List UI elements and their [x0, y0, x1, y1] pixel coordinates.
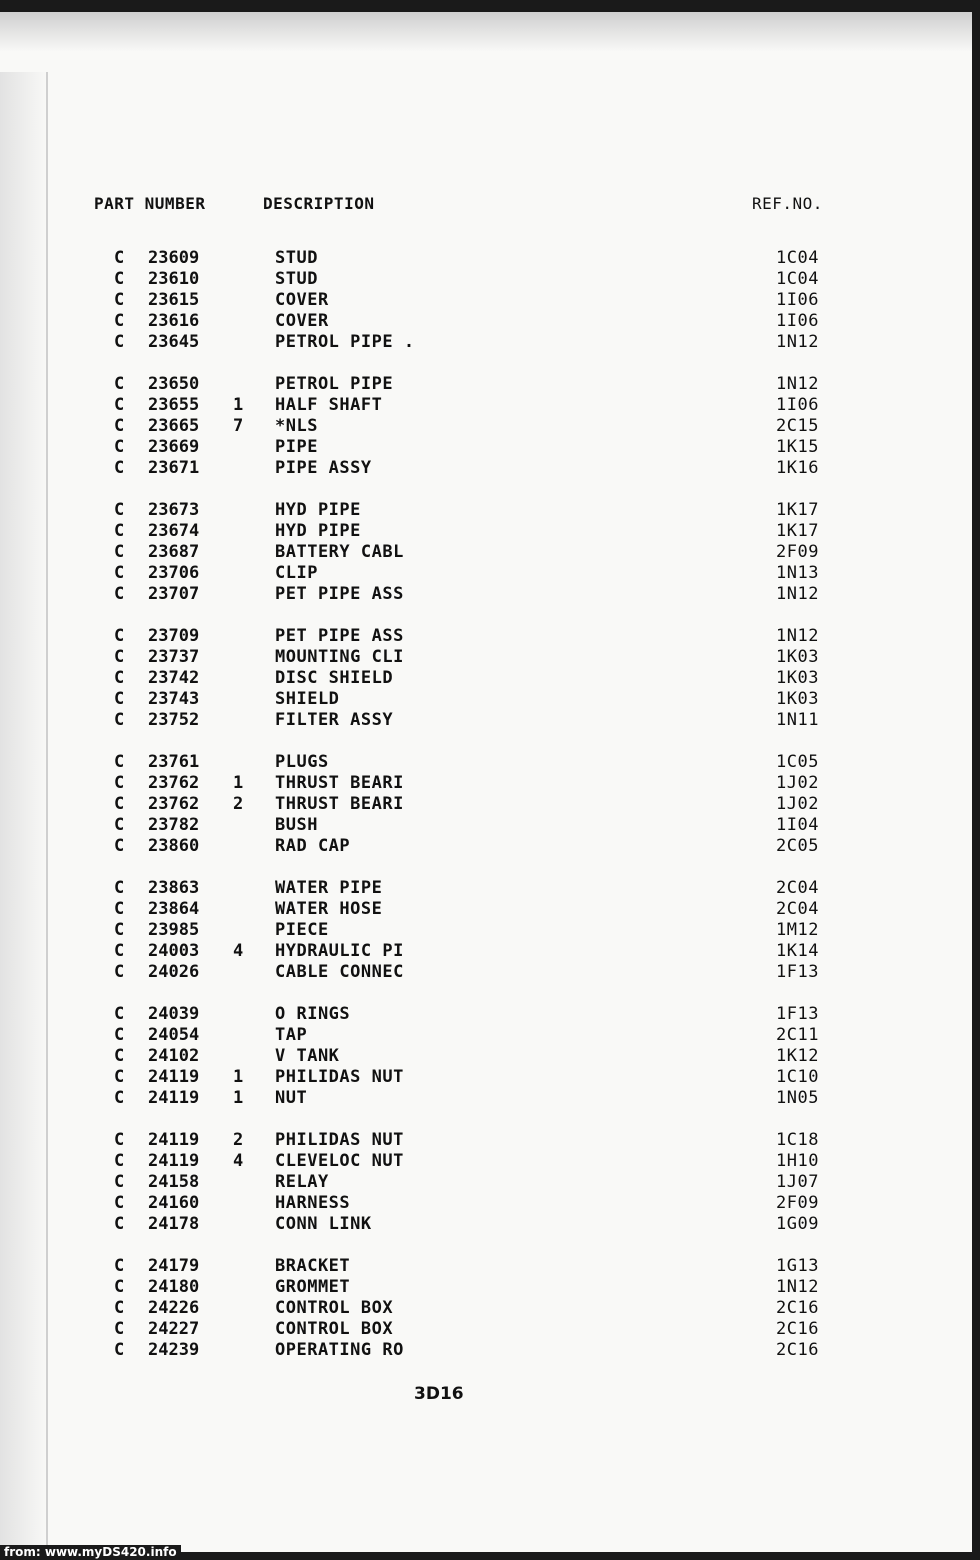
row-code: C — [114, 1256, 125, 1276]
row-code: C — [114, 815, 125, 836]
table-row — [0, 374, 972, 395]
row-part-number: 24102 — [148, 1046, 200, 1067]
row-part-number: 23706 — [148, 563, 200, 584]
row-ref-no: 1K17 — [776, 500, 819, 520]
row-part-number: 24119 — [148, 1067, 200, 1088]
row-part-number: 24039 — [148, 1004, 200, 1024]
row-code: C — [114, 248, 125, 268]
row-ref-no: 1K03 — [776, 689, 819, 710]
row-part-number: 23761 — [148, 752, 200, 772]
table-row — [0, 647, 972, 668]
table-row — [0, 815, 972, 836]
row-ref-no: 1K03 — [776, 668, 819, 689]
row-description: THRUST BEARI — [275, 794, 404, 815]
row-part-number: 23669 — [148, 437, 200, 458]
row-description: BATTERY CABL — [275, 542, 404, 563]
row-code: C — [114, 626, 125, 646]
table-row — [0, 1151, 972, 1172]
table-row — [0, 416, 972, 437]
row-part-number: 24226 — [148, 1298, 200, 1319]
row-part-number: 23609 — [148, 248, 200, 268]
row-ref-no: 1N12 — [776, 374, 819, 394]
row-code: C — [114, 794, 125, 815]
row-description: WATER HOSE — [275, 899, 383, 920]
row-code: C — [114, 689, 125, 710]
row-code: C — [114, 710, 125, 731]
row-description: SHIELD — [275, 689, 340, 710]
row-description: CLIP — [275, 563, 318, 584]
row-part-number: 23674 — [148, 521, 200, 542]
row-ref-no: 2C16 — [776, 1319, 819, 1340]
row-description: PHILIDAS NUT — [275, 1067, 404, 1088]
source-watermark: from: www.myDS420.info — [0, 1545, 181, 1559]
table-row — [0, 1340, 972, 1361]
table-row — [0, 752, 972, 773]
row-description: RAD CAP — [275, 836, 351, 857]
row-code: C — [114, 458, 125, 479]
row-part-number: 23863 — [148, 878, 200, 898]
row-part-number: 23709 — [148, 626, 200, 646]
row-description: OPERATING RO — [275, 1340, 404, 1361]
row-ref-no: 1K15 — [776, 437, 819, 458]
header-description: DESCRIPTION — [263, 194, 375, 213]
row-code: C — [114, 500, 125, 520]
row-ref-no: 1M12 — [776, 920, 819, 941]
row-code: C — [114, 1046, 125, 1067]
row-code: C — [114, 773, 125, 794]
row-description: HYD PIPE — [275, 521, 361, 542]
row-ref-no: 1J02 — [776, 773, 819, 794]
row-part-number: 23687 — [148, 542, 200, 563]
row-part-number: 23707 — [148, 584, 200, 605]
table-row — [0, 521, 972, 542]
row-ref-no: 1G13 — [776, 1256, 819, 1276]
row-code: C — [114, 1277, 125, 1298]
row-ref-no: 1N12 — [776, 584, 819, 605]
row-part-number: 24160 — [148, 1193, 200, 1214]
row-ref-no: 1H10 — [776, 1151, 819, 1172]
table-row — [0, 668, 972, 689]
row-ref-no: 1G09 — [776, 1214, 819, 1235]
row-description: PETROL PIPE — [275, 374, 394, 394]
row-code: C — [114, 374, 125, 394]
row-description: CONN LINK — [275, 1214, 372, 1235]
table-row — [0, 941, 972, 962]
row-code: C — [114, 1214, 125, 1235]
row-part-number: 23616 — [148, 311, 200, 332]
table-row — [0, 878, 972, 899]
header-ref-no: REF.NO. — [752, 194, 823, 213]
table-row — [0, 1298, 972, 1319]
row-description: WATER PIPE — [275, 878, 383, 898]
row-part-number: 23665 — [148, 416, 200, 437]
table-row — [0, 458, 972, 479]
row-code: C — [114, 1004, 125, 1024]
row-code: C — [114, 290, 125, 311]
table-row — [0, 1256, 972, 1277]
row-description: THRUST BEARI — [275, 773, 404, 794]
row-ref-no: 2C04 — [776, 899, 819, 920]
row-code: C — [114, 437, 125, 458]
row-code: C — [114, 269, 125, 290]
row-description: CONTROL BOX — [275, 1319, 394, 1340]
row-code: C — [114, 1319, 125, 1340]
row-quantity: 7 — [233, 416, 244, 437]
row-quantity: 1 — [233, 1067, 244, 1088]
row-ref-no: 2C16 — [776, 1298, 819, 1319]
row-description: BRACKET — [275, 1256, 351, 1276]
row-description: BUSH — [275, 815, 318, 836]
table-row — [0, 1319, 972, 1340]
row-part-number: 23737 — [148, 647, 200, 668]
row-ref-no: 1C04 — [776, 248, 819, 268]
row-description: HALF SHAFT — [275, 395, 383, 416]
row-part-number: 24239 — [148, 1340, 200, 1361]
row-code: C — [114, 668, 125, 689]
row-description: TAP — [275, 1025, 308, 1046]
table-row — [0, 269, 972, 290]
row-part-number: 24026 — [148, 962, 200, 983]
table-row — [0, 437, 972, 458]
row-part-number: 24180 — [148, 1277, 200, 1298]
row-part-number: 24178 — [148, 1214, 200, 1235]
row-part-number: 23615 — [148, 290, 200, 311]
row-code: C — [114, 311, 125, 332]
table-row — [0, 1025, 972, 1046]
row-description: GROMMET — [275, 1277, 351, 1298]
row-ref-no: 2C05 — [776, 836, 819, 857]
row-ref-no: 1N05 — [776, 1088, 819, 1109]
row-code: C — [114, 1025, 125, 1046]
table-row — [0, 773, 972, 794]
row-code: C — [114, 332, 125, 353]
row-description: PET PIPE ASS — [275, 626, 404, 646]
row-code: C — [114, 416, 125, 437]
row-code: C — [114, 920, 125, 941]
table-row — [0, 1067, 972, 1088]
row-ref-no: 1I06 — [776, 290, 819, 311]
row-ref-no: 1K03 — [776, 647, 819, 668]
row-code: C — [114, 1088, 125, 1109]
row-description: CABLE CONNEC — [275, 962, 404, 983]
row-part-number: 23650 — [148, 374, 200, 394]
row-code: C — [114, 584, 125, 605]
row-description: DISC SHIELD — [275, 668, 394, 689]
row-code: C — [114, 941, 125, 962]
row-code: C — [114, 1067, 125, 1088]
row-part-number: 24158 — [148, 1172, 200, 1193]
header-part-number: PART NUMBER — [94, 194, 206, 213]
row-description: V TANK — [275, 1046, 340, 1067]
row-ref-no: 1I04 — [776, 815, 819, 836]
row-part-number: 23860 — [148, 836, 200, 857]
row-ref-no: 1C18 — [776, 1130, 819, 1150]
row-ref-no: 1J02 — [776, 794, 819, 815]
row-ref-no: 1C04 — [776, 269, 819, 290]
row-ref-no: 1C05 — [776, 752, 819, 772]
row-description: *NLS — [275, 416, 318, 437]
row-part-number: 23985 — [148, 920, 200, 941]
table-row — [0, 332, 972, 353]
row-part-number: 23655 — [148, 395, 200, 416]
row-description: HYDRAULIC PI — [275, 941, 404, 962]
row-code: C — [114, 1298, 125, 1319]
row-quantity: 2 — [233, 794, 244, 815]
row-ref-no: 1N11 — [776, 710, 819, 731]
table-row — [0, 1214, 972, 1235]
row-ref-no: 1N12 — [776, 332, 819, 353]
row-quantity: 1 — [233, 773, 244, 794]
row-code: C — [114, 1193, 125, 1214]
row-ref-no: 1C10 — [776, 1067, 819, 1088]
row-part-number: 24119 — [148, 1130, 200, 1150]
table-row — [0, 563, 972, 584]
row-part-number: 24003 — [148, 941, 200, 962]
row-description: FILTER ASSY — [275, 710, 394, 731]
table-row — [0, 689, 972, 710]
row-quantity: 4 — [233, 941, 244, 962]
row-ref-no: 1N12 — [776, 626, 819, 646]
row-code: C — [114, 1151, 125, 1172]
row-part-number: 23743 — [148, 689, 200, 710]
row-part-number: 23645 — [148, 332, 200, 353]
row-code: C — [114, 542, 125, 563]
row-ref-no: 2F09 — [776, 542, 819, 563]
table-row — [0, 1046, 972, 1067]
table-row — [0, 1004, 972, 1025]
row-code: C — [114, 1130, 125, 1150]
table-row — [0, 1088, 972, 1109]
row-code: C — [114, 899, 125, 920]
row-description: MOUNTING CLI — [275, 647, 404, 668]
row-description: STUD — [275, 269, 318, 290]
row-description: CLEVELOC NUT — [275, 1151, 404, 1172]
row-code: C — [114, 962, 125, 983]
table-row — [0, 626, 972, 647]
row-ref-no: 1F13 — [776, 1004, 819, 1024]
row-description: HYD PIPE — [275, 500, 361, 520]
row-part-number: 23864 — [148, 899, 200, 920]
row-part-number: 23762 — [148, 794, 200, 815]
row-description: PET PIPE ASS — [275, 584, 404, 605]
row-part-number: 24119 — [148, 1151, 200, 1172]
row-quantity: 1 — [233, 1088, 244, 1109]
row-code: C — [114, 647, 125, 668]
row-description: HARNESS — [275, 1193, 351, 1214]
row-code: C — [114, 1172, 125, 1193]
row-part-number: 24179 — [148, 1256, 200, 1276]
row-description: PHILIDAS NUT — [275, 1130, 404, 1150]
row-part-number: 23610 — [148, 269, 200, 290]
row-ref-no: 1F13 — [776, 962, 819, 983]
row-ref-no: 1K14 — [776, 941, 819, 962]
row-ref-no: 2C15 — [776, 416, 819, 437]
row-ref-no: 2C16 — [776, 1340, 819, 1361]
page-label: 3D16 — [414, 1384, 464, 1404]
table-row — [0, 836, 972, 857]
row-ref-no: 1K16 — [776, 458, 819, 479]
row-description: RELAY — [275, 1172, 329, 1193]
row-code: C — [114, 521, 125, 542]
table-row — [0, 899, 972, 920]
row-quantity: 1 — [233, 395, 244, 416]
table-row — [0, 920, 972, 941]
row-code: C — [114, 836, 125, 857]
table-row — [0, 395, 972, 416]
row-ref-no: 2C11 — [776, 1025, 819, 1046]
table-row — [0, 290, 972, 311]
row-ref-no: 2F09 — [776, 1193, 819, 1214]
table-row — [0, 1172, 972, 1193]
row-quantity: 2 — [233, 1130, 244, 1150]
row-ref-no: 2C04 — [776, 878, 819, 898]
table-row — [0, 311, 972, 332]
row-ref-no: 1I06 — [776, 311, 819, 332]
row-ref-no: 1N13 — [776, 563, 819, 584]
table-row — [0, 248, 972, 269]
row-description: COVER — [275, 290, 329, 311]
table-row — [0, 584, 972, 605]
row-ref-no: 1K17 — [776, 521, 819, 542]
row-description: PIECE — [275, 920, 329, 941]
row-ref-no: 1I06 — [776, 395, 819, 416]
row-code: C — [114, 563, 125, 584]
table-row — [0, 794, 972, 815]
table-row — [0, 542, 972, 563]
row-part-number: 23673 — [148, 500, 200, 520]
row-part-number: 24119 — [148, 1088, 200, 1109]
table-row — [0, 710, 972, 731]
row-part-number: 23752 — [148, 710, 200, 731]
table-row — [0, 1277, 972, 1298]
row-part-number: 24227 — [148, 1319, 200, 1340]
row-quantity: 4 — [233, 1151, 244, 1172]
row-description: PETROL PIPE . — [275, 332, 415, 353]
row-description: PLUGS — [275, 752, 329, 772]
scan-border — [972, 12, 980, 1552]
row-code: C — [114, 395, 125, 416]
row-ref-no: 1N12 — [776, 1277, 819, 1298]
table-row — [0, 1130, 972, 1151]
table-row — [0, 1193, 972, 1214]
row-code: C — [114, 1340, 125, 1361]
row-description: COVER — [275, 311, 329, 332]
row-part-number: 24054 — [148, 1025, 200, 1046]
row-ref-no: 1K12 — [776, 1046, 819, 1067]
row-code: C — [114, 878, 125, 898]
row-part-number: 23671 — [148, 458, 200, 479]
table-row — [0, 962, 972, 983]
row-description: NUT — [275, 1088, 308, 1109]
row-code: C — [114, 752, 125, 772]
row-part-number: 23742 — [148, 668, 200, 689]
row-ref-no: 1J07 — [776, 1172, 819, 1193]
row-description: PIPE — [275, 437, 318, 458]
row-part-number: 23782 — [148, 815, 200, 836]
table-row — [0, 500, 972, 521]
row-description: CONTROL BOX — [275, 1298, 394, 1319]
row-part-number: 23762 — [148, 773, 200, 794]
row-description: O RINGS — [275, 1004, 351, 1024]
row-description: PIPE ASSY — [275, 458, 372, 479]
row-description: STUD — [275, 248, 318, 268]
